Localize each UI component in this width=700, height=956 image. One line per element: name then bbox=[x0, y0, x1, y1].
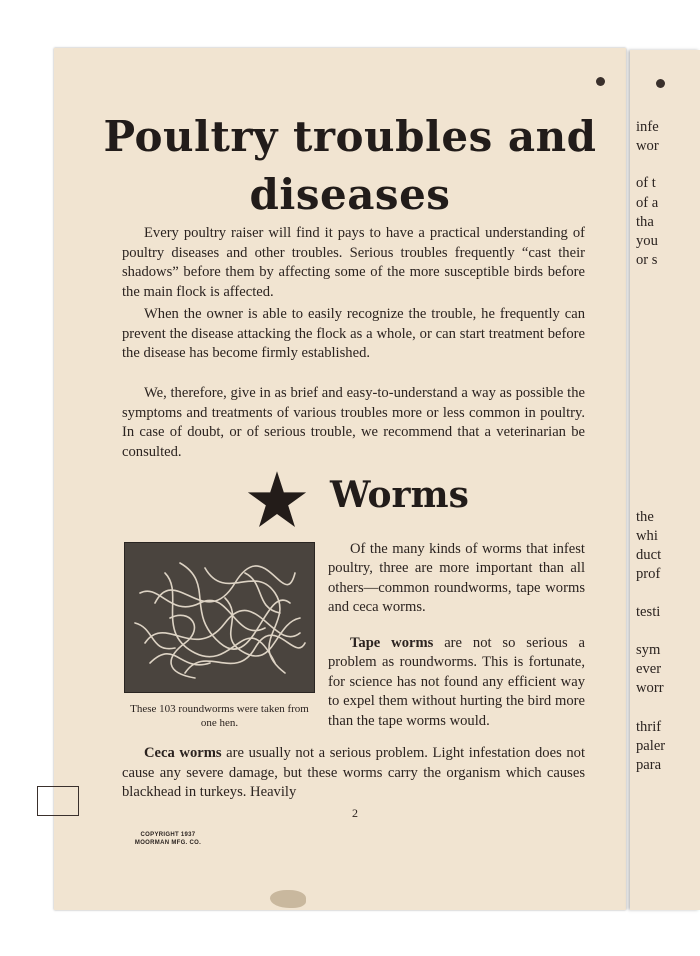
next-page-edge bbox=[630, 50, 700, 910]
next-page-fragment: duct bbox=[636, 547, 662, 563]
next-page-fragment: tha bbox=[636, 214, 654, 230]
next-page-fragment: worr bbox=[636, 680, 664, 696]
worms-image bbox=[125, 543, 314, 692]
next-page-fragment: sym bbox=[636, 642, 661, 658]
next-page-fragment: infe bbox=[636, 119, 659, 135]
page-number: 2 bbox=[352, 806, 358, 820]
next-page-fragment: you bbox=[636, 233, 658, 249]
next-page-fragment: para bbox=[636, 757, 662, 773]
next-page-fragment: of a bbox=[636, 195, 659, 211]
copyright-year: COPYRIGHT 1937 bbox=[140, 832, 196, 838]
title-line-1: Poultry troubles and bbox=[103, 112, 597, 161]
next-page-fragment: testi bbox=[636, 604, 661, 620]
binding-hole bbox=[596, 77, 605, 86]
copyright-notice bbox=[108, 831, 228, 847]
next-page-fragment: of t bbox=[636, 175, 656, 191]
intro-paragraph-1: Every poultry raiser will find it pays to have a practical understanding of poultry diseases and other troubles. Serious troubles frequently “cast their shadows” before them by affecting some of the more susceptible birds before the main flock is affected. bbox=[122, 225, 585, 300]
photo-caption: These 103 roundworms were taken from one hen. bbox=[130, 703, 309, 729]
section-title-worms: Worms bbox=[330, 474, 469, 516]
intro-paragraph-3: We, therefore, give in as brief and easy-to-understand a way as possible the symptoms and treatments of various troubles more or less common in poultry. In case of doubt, or of serious trouble, we recommend that a veterinarian be consulted. bbox=[122, 385, 585, 460]
next-page-fragment: wor bbox=[636, 138, 659, 154]
next-page-fragment: thrif bbox=[636, 719, 662, 735]
next-page-fragment: whi bbox=[636, 528, 658, 544]
ceca-worms-term: Ceca worms bbox=[144, 745, 222, 761]
ceca-worms-text: are usually not a serious problem. Light infestation does not cause any severe damage, but these worms carry the organism which causes blackhead in turkeys. Heavily bbox=[122, 745, 586, 800]
next-page-fragment: or s bbox=[636, 252, 658, 268]
next-page-fragment: the bbox=[636, 509, 654, 525]
worms-paragraph-2 bbox=[328, 634, 585, 731]
tape-worms-text: are not so serious a problem as roundworms. This is fortunate, for science has not found any efficient way to expel them without hurting the bird more than the tape worms would. bbox=[328, 635, 585, 729]
title-line-2: diseases bbox=[249, 170, 451, 219]
copyright-company: MOORMAN MFG. CO. bbox=[134, 840, 202, 846]
star-icon bbox=[246, 470, 308, 532]
next-page-binding-hole bbox=[656, 79, 665, 88]
intro-paragraph-2: When the owner is able to easily recognize the trouble, he frequently can prevent the disease attacking the flock as a whole, or can start treatment before the disease has become firmly established. bbox=[122, 306, 585, 361]
tape-worms-term: Tape worms bbox=[350, 635, 434, 651]
page-title bbox=[100, 108, 600, 224]
next-page-box bbox=[37, 786, 79, 816]
worms-paragraph-3 bbox=[122, 744, 585, 803]
next-page-fragment: paler bbox=[636, 738, 666, 754]
roundworms-photo bbox=[124, 542, 315, 693]
worms-paragraph-1: Of the many kinds of worms that infest poultry, three are more important than all others—common roundworms, tape worms and ceca worms. bbox=[328, 541, 585, 616]
page-tear-mark bbox=[270, 890, 306, 908]
next-page-fragment: prof bbox=[636, 566, 661, 582]
next-page-fragment: ever bbox=[636, 661, 662, 677]
